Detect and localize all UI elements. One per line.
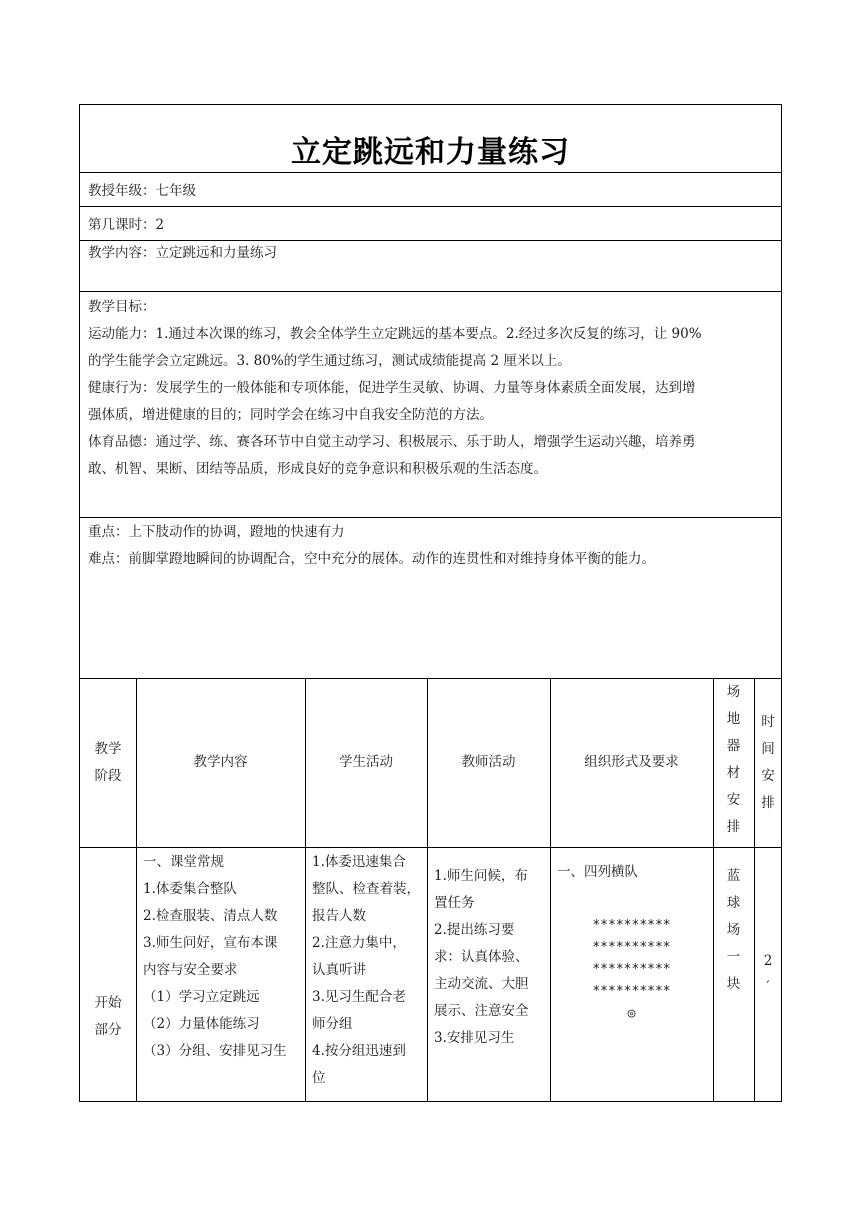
teacher-line: 展示、注意安全 <box>434 1003 529 1019</box>
content-line: 1.体委集合整队 <box>143 881 237 897</box>
venue-char: 场 <box>726 922 741 938</box>
header-venue-char: 材 <box>726 765 741 781</box>
teacher-line: 求：认真体验、 <box>434 949 529 965</box>
student-activity-cell <box>312 849 427 1092</box>
content-line: （3）分组、安排见习生 <box>143 1043 287 1059</box>
stage-line: 部分 <box>94 1022 122 1038</box>
lesson-number-field: 第几课时：2 <box>88 217 165 233</box>
row-divider <box>80 291 781 292</box>
venue-char: 块 <box>726 976 741 992</box>
header-venue-char: 地 <box>726 711 741 727</box>
goals-line: 强体质，增进健康的目的；同时学会在练习中自我安全防范的方法。 <box>88 407 493 423</box>
teacher-line: 2.提出练习要 <box>434 922 515 938</box>
goals-line: 体育品德：通过学、练、赛各环节中自觉主动学习、积极展示、乐于助人，增强学生运动兴趣，培养勇 <box>88 434 696 450</box>
col-divider <box>550 678 551 1102</box>
teacher-line: 3.安排见习生 <box>434 1030 515 1046</box>
header-time-char: 排 <box>761 795 775 811</box>
goals-line: 运动能力：1.通过本次课的练习，教会全体学生立定跳远的基本要点。2.经过多次反复的练习，让 90% <box>88 326 702 342</box>
header-teacher: 教师活动 <box>461 754 516 770</box>
teacher-line: 置任务 <box>434 895 475 911</box>
page-title: 立定跳远和力量练习 <box>291 135 570 170</box>
student-line: 1.体委迅速集合 <box>312 854 406 870</box>
venue-char: 蓝 <box>726 868 741 884</box>
content-line: 2.检查服装、清点人数 <box>143 908 278 924</box>
teaching-content-field: 教学内容：立定跳远和力量练习 <box>88 245 277 261</box>
formation-row: ********** <box>592 918 671 933</box>
venue-char: 球 <box>726 895 741 911</box>
teacher-position-marker: ◎ <box>627 1006 636 1021</box>
content-line: 内容与安全要求 <box>143 962 238 978</box>
time-value: 2 <box>763 953 773 969</box>
content-cell <box>143 849 305 1065</box>
col-divider <box>305 678 306 1102</box>
difficulty-point: 难点：前脚掌蹬地瞬间的协调配合，空中充分的展体。动作的连贯性和对维持身体平衡的能力。 <box>88 551 655 567</box>
venue-char: 一 <box>726 949 741 965</box>
header-time-char: 间 <box>761 741 775 757</box>
header-organization: 组织形式及要求 <box>584 754 679 770</box>
row-divider <box>80 172 781 173</box>
col-divider <box>136 678 137 1102</box>
teacher-line: 主动交流、大胆 <box>434 976 529 992</box>
student-line: 位 <box>312 1070 326 1086</box>
student-line: 4.按分组迅速到 <box>312 1043 406 1059</box>
content-line: （1）学习立定跳远 <box>143 989 260 1005</box>
header-stage-line: 教学 <box>94 741 122 757</box>
header-time-char: 时 <box>761 714 775 730</box>
organization-title: 一、四列横队 <box>557 864 638 880</box>
goals-line: 敢、机智、果断、团结等品质，形成良好的竞争意识和积极乐观的生活态度。 <box>88 461 547 477</box>
col-divider <box>427 678 428 1102</box>
formation-row: ********** <box>592 940 671 955</box>
content-line: 3.师生问好，宣布本课 <box>143 935 278 951</box>
student-line: 师分组 <box>312 1016 353 1032</box>
row-divider <box>80 517 781 518</box>
teacher-activity-cell <box>434 863 550 1052</box>
student-line: 报告人数 <box>312 908 366 924</box>
goals-line: 健康行为：发展学生的一般体能和专项体能，促进学生灵敏、协调、力量等身体素质全面发展，达到增 <box>88 380 696 396</box>
stage-start <box>80 990 136 1044</box>
teaching-goals <box>88 294 773 483</box>
key-points <box>88 519 773 573</box>
header-time <box>754 709 782 817</box>
header-stage <box>80 736 136 790</box>
header-content: 教学内容 <box>193 754 248 770</box>
header-time-char: 安 <box>761 768 775 784</box>
grade-field: 教授年级：七年级 <box>88 183 196 199</box>
goals-heading: 教学目标： <box>88 299 156 315</box>
student-line: 2.注意力集中， <box>312 935 406 951</box>
content-line: （2）力量体能练习 <box>143 1016 260 1032</box>
header-stage-line: 阶段 <box>94 768 122 784</box>
venue-cell <box>713 863 754 998</box>
header-venue-char: 场 <box>726 684 741 700</box>
time-unit: ′ <box>766 979 770 995</box>
formation-diagram <box>550 915 713 1025</box>
time-cell <box>754 948 782 1000</box>
lesson-plan-table <box>79 104 782 1102</box>
student-line: 整队、检查着装， <box>312 881 420 897</box>
formation-row: ********** <box>592 984 671 999</box>
focus-point: 重点：上下肢动作的协调，蹬地的快速有力 <box>88 524 345 540</box>
student-line: 认真听讲 <box>312 962 366 978</box>
row-divider <box>80 847 781 848</box>
goals-line: 的学生能学会立定跳远。3. 80%的学生通过练习，测试成绩能提高 2 厘米以上。 <box>88 353 571 369</box>
header-venue-char: 器 <box>726 738 741 754</box>
header-student: 学生活动 <box>339 754 393 770</box>
row-divider <box>80 206 781 207</box>
stage-line: 开始 <box>94 995 122 1011</box>
header-venue-char: 排 <box>726 819 741 835</box>
teacher-line: 1.师生问候，布 <box>434 868 528 884</box>
content-line: 一、课堂常规 <box>143 854 224 870</box>
row-divider <box>80 678 781 679</box>
header-venue-char: 安 <box>726 792 741 808</box>
header-venue <box>713 679 754 841</box>
formation-row: ********** <box>592 962 671 977</box>
student-line: 3.见习生配合老 <box>312 989 406 1005</box>
